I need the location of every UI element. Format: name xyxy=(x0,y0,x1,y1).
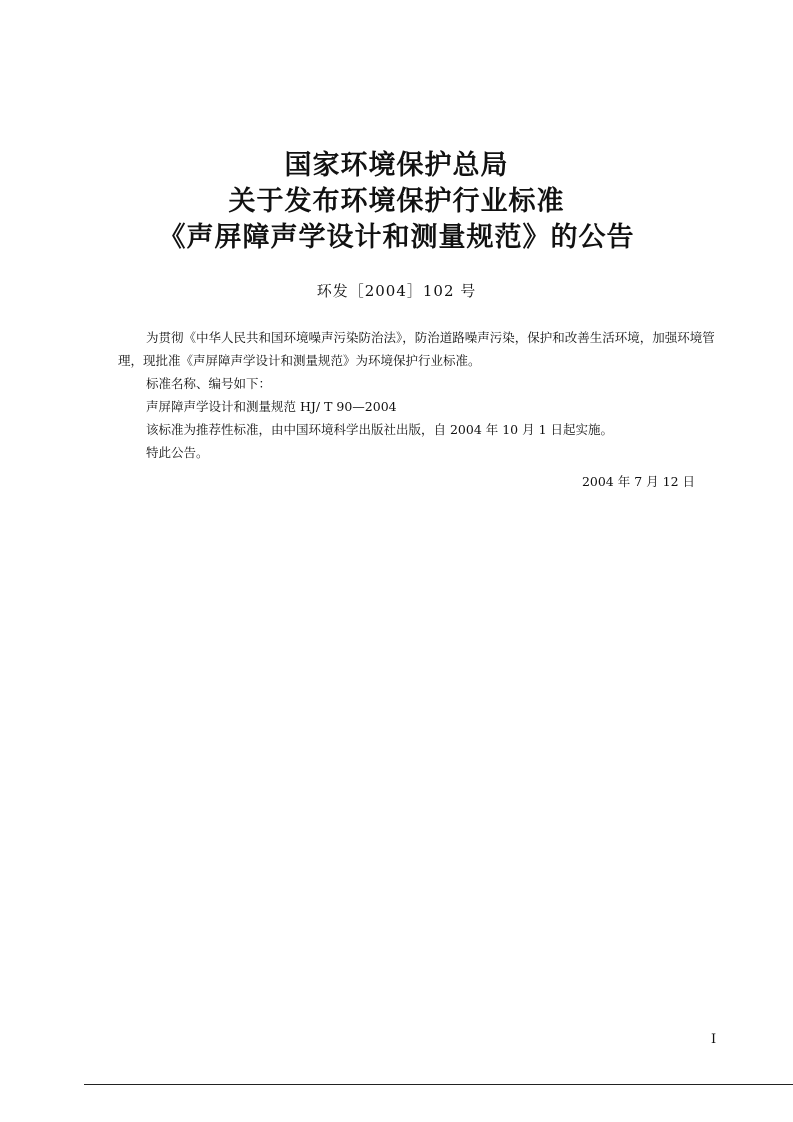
body-paragraph-5: 特此公告。 xyxy=(146,445,209,460)
body-paragraph-2: 标准名称、编号如下： xyxy=(146,376,272,391)
footer-divider xyxy=(84,1084,793,1085)
title-line-3: 《声屏障声学设计和测量规范》的公告 xyxy=(158,222,635,253)
document-number: 环发［2004］102 号 xyxy=(316,282,477,300)
title-line-1: 国家环境保护总局 xyxy=(284,150,509,181)
announcement-body xyxy=(118,326,728,464)
page-number: I xyxy=(711,1032,717,1047)
title-line-2: 关于发布环境保护行业标准 xyxy=(228,186,565,217)
issue-date: 2004 年 7 月 12 日 xyxy=(581,474,695,489)
body-paragraph-4: 该标准为推荐性标准，由中国环境科学出版社出版，自 2004 年 10 月 1 日起实施。 xyxy=(146,422,614,437)
body-paragraph-3: 声屏障声学设计和测量规范 HJ/ T 90—2004 xyxy=(146,399,397,414)
body-paragraph-1: 为贯彻《中华人民共和国环境噪声污染防治法》，防治道路噪声污染，保护和改善生活环境，加强环境管理，现批准《声屏障声学设计和测量规范》为环境保护行业标准。 xyxy=(118,330,715,368)
announcement-title xyxy=(0,148,793,256)
